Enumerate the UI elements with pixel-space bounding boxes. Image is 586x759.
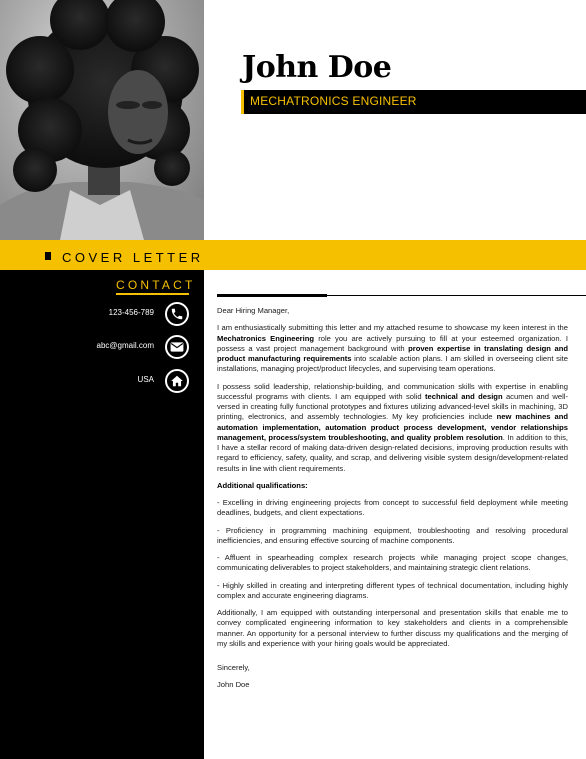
qualifications-heading: Additional qualifications:: [217, 480, 308, 490]
contact-phone: [0, 302, 190, 326]
qualification-item: - Excelling in driving engineering projects from concept to successful field deployment while meeting deadlines, budgets, and client expectations.: [217, 498, 568, 518]
candidate-name: John Doe: [242, 50, 392, 85]
paragraph-skills: I possess solid leadership, relationship-building, and communication skills with expertise in enabling successful programs with clients. I am equipped with solid technical and design acumen and well-versed in creating fully functional prototypes and fixtures utilizing advanced-level skills in machining, 3D printing, electronics, and assembly technologies. My key proficiencies include new machines and automation implementation, automation product process development, vendor relationships management, process/system troubleshooting, and quality problem resolution. In addition to this, I have a stellar record of making data-driven design-related decisions, improving production results with regard to efficiency, safety, quality, and scrap, and delivering visible system design/development-related results in line with client requirements.: [217, 381, 568, 473]
qualification-item: - Proficiency in programming machining equipment, troubleshooting and resolving procedural inefficiencies, and ensuring effective sourcing of machine components.: [217, 525, 568, 545]
contact-heading: CONTACT: [116, 278, 196, 292]
job-title: MECHATRONICS ENGINEER: [250, 94, 417, 108]
contact-location: [0, 369, 190, 393]
salutation: Dear Hiring Manager,: [217, 306, 290, 315]
letter-body: [217, 306, 568, 698]
qualification-item: - Highly skilled in creating and interpreting different types of technical documentation, including highly complex and accurate engineering diagrams.: [217, 580, 568, 600]
email-icon: [165, 335, 189, 359]
paragraph-intro: I am enthusiastically submitting this letter and my attached resume to showcase my keen interest in the Mechatronics Engineering role you are actively pursuing to fill at your esteemed organization. I possess a vast project management background with proven expertise in translating design and product manufacturing requirements into scalable action plans. I am skilled in overseeing client site installations, managing project/product lifecycles, and supervising team operations.: [217, 323, 568, 374]
contact-email: [0, 335, 190, 359]
letter-rule-thin: [327, 295, 586, 296]
signature: John Doe: [217, 680, 250, 690]
cover-letter-title: COVER LETTER: [62, 250, 204, 265]
sign-off: Sincerely,: [217, 663, 250, 672]
job-title-bar: [241, 90, 586, 114]
home-icon: [165, 369, 189, 393]
phone-icon: [165, 302, 189, 326]
location-text: USA: [137, 375, 154, 384]
closing-paragraph: Additionally, I am equipped with outstanding interpersonal and presentation skills that enable me to convey complicated engineering information to key stakeholders and clients in a comprehensible manner. An opportunity for a personal interview to further discuss my qualifications and the merging of my skills and experience with your hiring goals would be appreciated.: [217, 608, 568, 648]
profile-photo: [0, 0, 204, 240]
letter-rule-thick: [217, 294, 327, 297]
contact-underline: [116, 293, 189, 295]
banner-square-marker: [45, 252, 51, 260]
portrait-illustration: [0, 0, 204, 240]
email-text: abc@gmail.com: [96, 341, 154, 350]
qualification-item: - Affluent in spearheading complex research projects while managing project scope changes, communicating deliverables to project stakeholders, and maintaining strategic client relations.: [217, 553, 568, 573]
phone-text: 123-456-789: [108, 308, 154, 317]
